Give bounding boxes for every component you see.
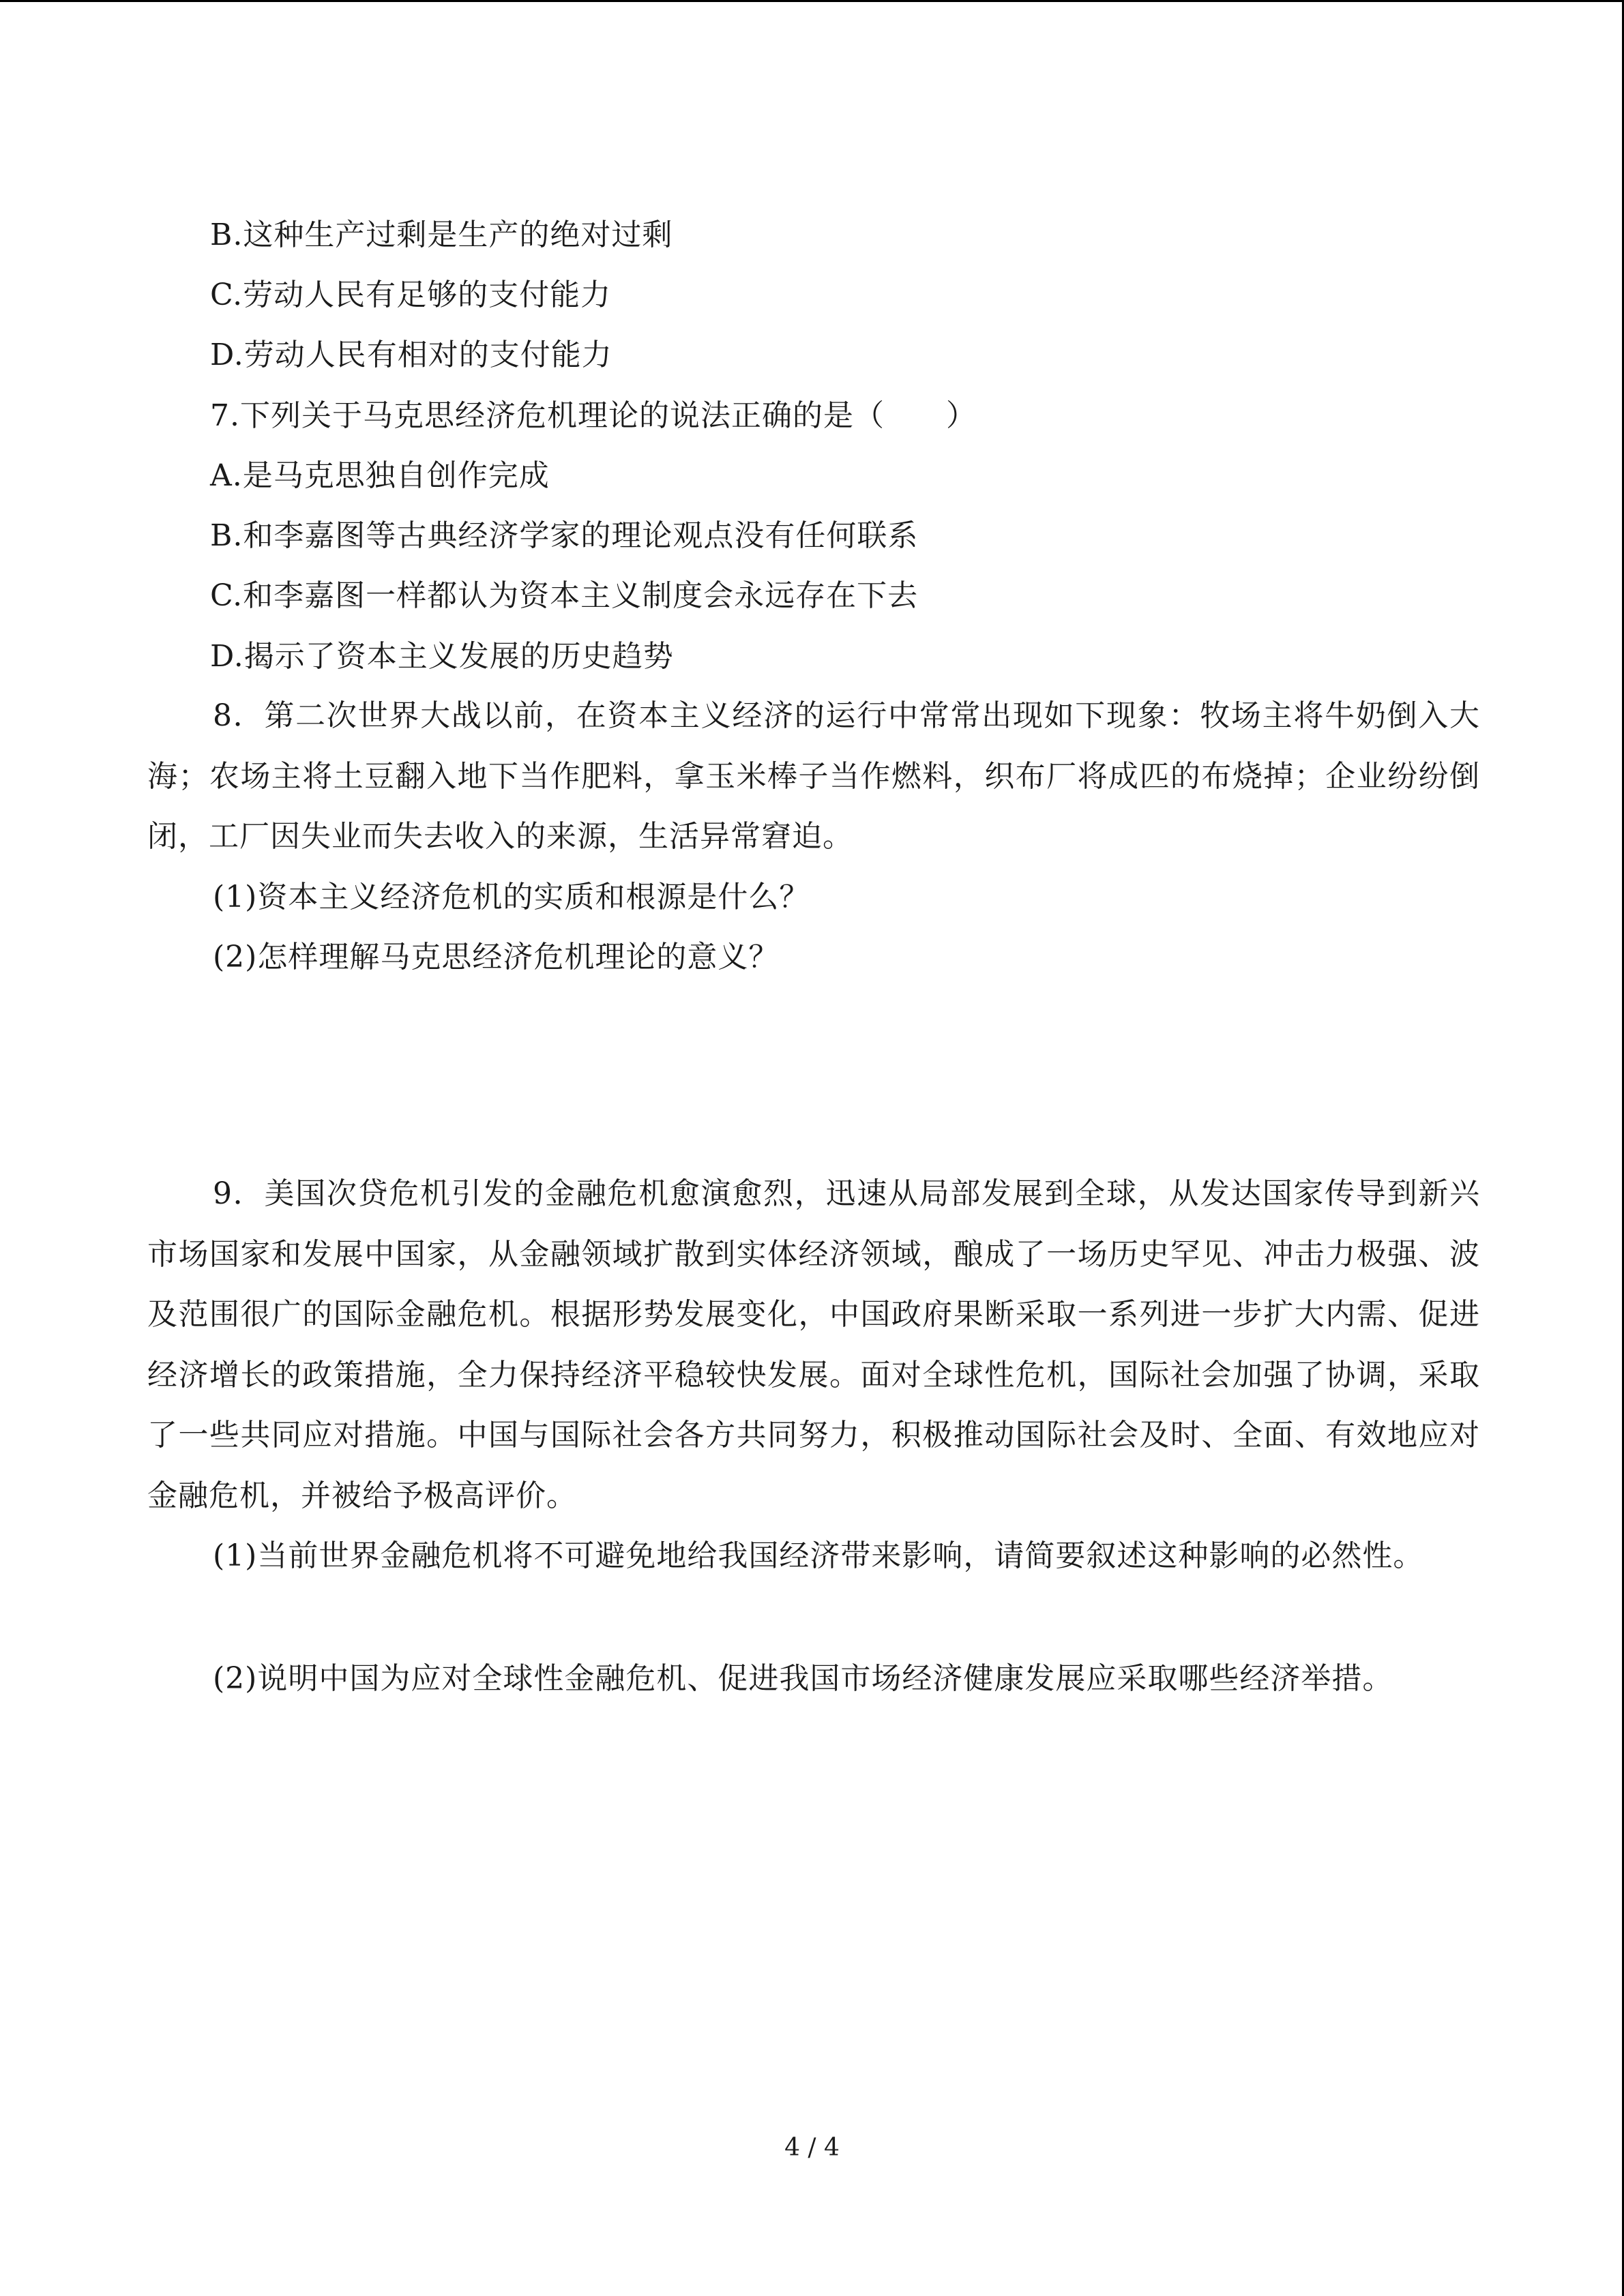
q8-sub-question-1: (1)资本主义经济危机的实质和根源是什么？ [213, 880, 810, 914]
q6-option-c: C.劳动人民有足够的支付能力 [210, 278, 612, 312]
q9-sub-question-1: (1)当前世界金融危机将不可避免地给我国经济带来影响，请简要叙述这种影响的必然性。 [213, 1538, 1424, 1573]
q7-option-a: A.是马克思独自创作完成 [210, 458, 550, 493]
q7-option-c: C.和李嘉图一样都认为资本主义制度会永远存在下去 [210, 578, 919, 613]
q6-option-d: D.劳动人民有相对的支付能力 [210, 338, 612, 372]
page-top-border [0, 0, 1624, 5]
q7-stem: 7.下列关于马克思经济危机理论的说法正确的是（ ） [210, 398, 977, 433]
q9-sub-question-2: (2)说明中国为应对全球性金融危机、促进我国市场经济健康发展应采取哪些经济举措。 [213, 1661, 1393, 1696]
page-number: 4 / 4 [784, 2134, 840, 2162]
q7-option-d: D.揭示了资本主义发展的历史趋势 [210, 639, 674, 674]
q6-option-b: B.这种生产过剩是生产的绝对过剩 [210, 218, 673, 252]
q8-sub-question-2: (2)怎样理解马克思经济危机理论的意义？ [213, 940, 780, 974]
q8-stem: 8．第二次世界大战以前，在资本主义经济的运行中常常出现如下现象：牧场主将牛奶倒入大海；农场主将土豆翻入地下当作肥料，拿玉米棒子当作燃料，织布厂将成匹的布烧掉；企业纷纷倒闭，工厂因失业而失去收入的来源，生活异常窘迫。 [147, 698, 1480, 854]
q9-stem: 9．美国次贷危机引发的金融危机愈演愈烈，迅速从局部发展到全球，从发达国家传导到新兴市场国家和发展中国家，从金融领域扩散到实体经济领域，酿成了一场历史罕见、冲击力极强、波及范围很广的国际金融危机。根据形势发展变化，中国政府果断采取一系列进一步扩大内需、促进经济增长的政策措施，全力保持经济平稳较快发展。面对全球性危机，国际社会加强了协调，采取了一些共同应对措施。中国与国际社会各方共同努力，积极推动国际社会及时、全面、有效地应对金融危机，并被给予极高评价。 [147, 1176, 1480, 1513]
q7-option-b: B.和李嘉图等古典经济学家的理论观点没有任何联系 [210, 518, 919, 553]
